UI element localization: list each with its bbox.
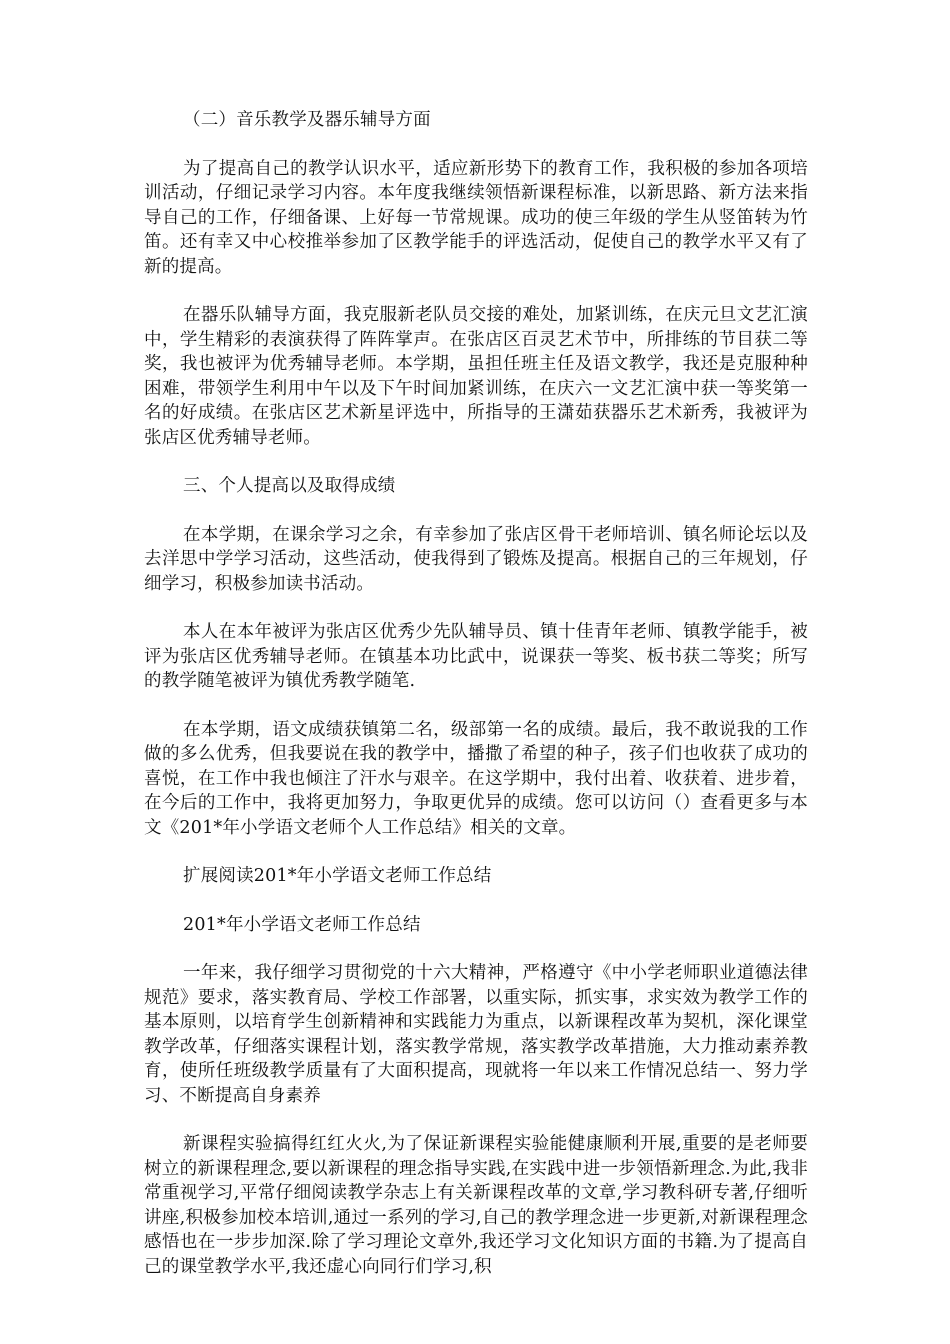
paragraph-gap: [144, 133, 808, 157]
paragraph-gap: [144, 1108, 808, 1132]
paragraph-gap: [144, 279, 808, 303]
paragraph-results: 在本学期，语文成绩获镇第二名，级部第一名的成绩。最后，我不敢说我的工作做的多么优秀，但我要说在我的教学中，播撒了希望的种子，孩子们也收获了成功的喜悦，在工作中我也倾注了汗水与艰辛。在这学期中，我付出着、收获着、进步着，在今后的工作中，我将更加努力，争取更优异的成绩。您可以访问（）查看更多与本文《201*年小学语文老师个人工作总结》相关的文章。: [144, 719, 808, 838]
summary-title: 201*年小学语文老师工作总结: [183, 914, 421, 935]
paragraph-training: 为了提高自己的教学认识水平，适应新形势下的教育工作，我积极的参加各项培训活动，仔细记录学习内容。本年度我继续领悟新课程标准，以新思路、新方法来指导自己的工作，仔细备课、上好每一节常规课。成功的使三年级的学生从竖笛转为竹笛。还有幸又中心校推举参加了区教学能手的评选活动，促使自己的教学水平又有了新的提高。: [144, 158, 808, 277]
section-heading-achievements: 三、个人提高以及取得成绩: [183, 476, 396, 496]
paragraph-gap: [144, 499, 808, 523]
paragraph-study: 在本学期，在课余学习之余，有幸参加了张店区骨干老师培训、镇名师论坛以及去洋思中学学习活动，这些活动，使我得到了锻炼及提高。根据自己的三年规划，仔细学习，积极参加读书活动。: [144, 524, 808, 594]
paragraph-gap: [144, 937, 808, 961]
section-heading-music: （二）音乐教学及器乐辅导方面: [183, 110, 431, 130]
paragraph-year-overview: 一年来，我仔细学习贯彻党的十六大精神，严格遵守《中小学老师职业道德法律规范》要求，落实教育局、学校工作部署，以重实际，抓实事，求实效为教学工作的基本原则，以培育学生创新精神和实践能力为重点，以新课程改革为契机，深化课堂教学改革，仔细落实课程计划，落实教学常规，落实教学改革措施，大力推动素养教育，使所任班级教学质量有了大面积提高，现就将一年以来工作情况总结一、努力学习、不断提高自身素养: [144, 963, 808, 1106]
paragraph-gap: [144, 450, 808, 474]
paragraph-band-coaching: 在器乐队辅导方面，我克服新老队员交接的难处，加紧训练，在庆元旦文艺汇演中，学生精彩的表演获得了阵阵掌声。在张店区百灵艺术节中，所排练的节目获二等奖，我也被评为优秀辅导老师。本学期，虽担任班主任及语文教学，我还是克服种种困难，带领学生利用中午以及下午时间加紧训练，在庆六一文艺汇演中获一等奖第一名的好成绩。在张店区艺术新星评选中，所指导的王潇茹获器乐艺术新秀，我被评为张店区优秀辅导老师。: [144, 305, 808, 448]
paragraph-honors: 本人在本年被评为张店区优秀少先队辅导员、镇十佳青年老师、镇教学能手，被评为张店区优秀辅导老师。在镇基本功比武中，说课获一等奖、板书获二等奖；所写的教学随笔被评为镇优秀教学随笔.: [144, 622, 808, 691]
extended-reading-heading: 扩展阅读201*年小学语文老师工作总结: [183, 866, 492, 886]
paragraph-gap: [144, 596, 808, 620]
paragraph-gap: [144, 889, 808, 913]
paragraph-gap: [144, 694, 808, 718]
paragraph-gap: [144, 840, 808, 864]
document-page: [144, 108, 808, 1279]
paragraph-new-curriculum: 新课程实验搞得红红火火,为了保证新课程实验能健康顺利开展,重要的是老师要树立的新课程理念,要以新课程的理念指导实践,在实践中进一步领悟新理念.为此,我非常重视学习,平常仔细阅读教学杂志上有关新课程改革的文章,学习教科研专著,仔细听讲座,积极参加校本培训,通过一系列的学习,自己的教学理念进一步更新,对新课程理念感悟也在一步步加深.除了学习理论文章外,我还学习文化知识方面的书籍.为了提高自己的课堂教学水平,我还虚心向同行们学习,积: [144, 1134, 808, 1277]
